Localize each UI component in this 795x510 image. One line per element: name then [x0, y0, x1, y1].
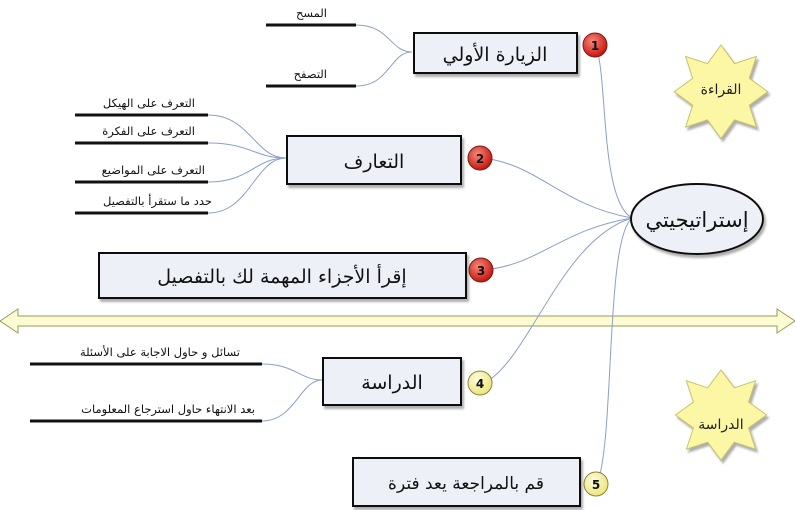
subitem-recall: بعد الانتهاء حاول استرجاع المعلومات: [81, 402, 255, 416]
badge-2: [468, 146, 492, 170]
double-arrow: [0, 309, 795, 333]
subitem-idea: التعرف على الفكرة: [102, 124, 195, 138]
star-reading: [674, 45, 768, 139]
node-study: [323, 358, 461, 405]
sub-underlines: [30, 25, 356, 421]
node-read-parts-label: إقرأ الأجزاء المهمة لك بالتفصيل: [157, 266, 407, 288]
subitem-topics: التعرف على المواضيع: [101, 163, 205, 177]
node-first-visit: [414, 33, 577, 73]
subitem-scan: المسح: [295, 6, 327, 20]
node-acquaint: [287, 136, 461, 184]
badge-4: [468, 371, 492, 395]
star-study-shape: [676, 370, 767, 460]
star-reading-label: القراءة: [700, 82, 742, 98]
badge-4-number: 4: [475, 377, 485, 391]
badge-2-number: 2: [475, 152, 485, 166]
node-review-label: قم بالمراجعة يعد فترة: [388, 474, 544, 494]
node-review: [353, 458, 580, 506]
badge-3: [469, 258, 493, 282]
badge-1: [583, 33, 607, 57]
main-connectors: [483, 46, 632, 484]
subitem-browse: التصفح: [293, 67, 327, 81]
node-read-parts: [99, 253, 466, 298]
center-label: إستراتيجيتي: [645, 208, 749, 232]
badge-5: [584, 472, 608, 496]
badge-3-number: 3: [476, 264, 486, 278]
star-study: [676, 370, 767, 460]
subitem-detail: حدد ما ستقرأ بالتفصيل: [102, 194, 212, 208]
center-node: [631, 184, 763, 254]
node-acquaint-label: التعارف: [343, 151, 405, 173]
node-study-label: الدراسة: [361, 372, 423, 394]
subitem-questions: تسائل و حاول الاجابة على الأسئلة: [79, 345, 240, 359]
star-study-label: الدراسة: [698, 417, 744, 433]
subitem-structure: التعرف على الهيكل: [102, 96, 195, 110]
badge-1-number: 1: [590, 39, 600, 53]
badge-5-number: 5: [591, 478, 601, 492]
node-first-visit-label: الزيارة الأولي: [442, 44, 548, 66]
